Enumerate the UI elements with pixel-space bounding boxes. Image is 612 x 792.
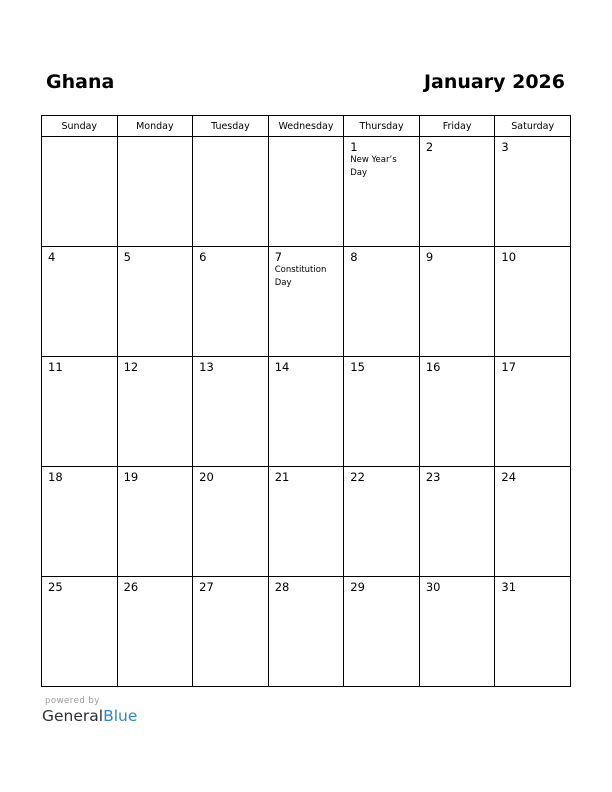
day-cell bbox=[193, 357, 269, 467]
day-number: 8 bbox=[350, 250, 358, 264]
day-cell bbox=[268, 357, 344, 467]
day-number: 1 bbox=[350, 140, 358, 154]
day-cell bbox=[117, 577, 193, 687]
day-cell bbox=[495, 577, 571, 687]
day-cell bbox=[344, 357, 420, 467]
day-cell bbox=[268, 577, 344, 687]
day-number: 19 bbox=[123, 470, 139, 484]
day-cell bbox=[42, 247, 118, 357]
day-cell bbox=[117, 247, 193, 357]
day-cell bbox=[193, 467, 269, 577]
weekday-wednesday: Wednesday bbox=[268, 116, 344, 137]
day-cell bbox=[419, 357, 495, 467]
brand-blue-text: Blue bbox=[103, 707, 138, 725]
day-number: 22 bbox=[350, 470, 365, 484]
day-cell bbox=[42, 577, 118, 687]
day-number: 21 bbox=[274, 470, 290, 484]
day-number: 10 bbox=[501, 250, 517, 264]
country-title: Ghana bbox=[46, 71, 115, 93]
day-cell bbox=[419, 247, 495, 357]
day-cell bbox=[268, 467, 344, 577]
weekday-monday: Monday bbox=[117, 116, 193, 137]
week-row bbox=[42, 577, 571, 687]
day-number bbox=[118, 137, 193, 140]
footer-branding bbox=[42, 696, 137, 725]
day-cell bbox=[419, 467, 495, 577]
day-cell bbox=[419, 137, 495, 247]
day-cell bbox=[117, 467, 193, 577]
week-row bbox=[42, 467, 571, 577]
day-number: 6 bbox=[199, 250, 207, 264]
day-number: 3 bbox=[501, 140, 509, 154]
holiday-label: New Year’s Day bbox=[350, 155, 397, 178]
day-cell bbox=[495, 357, 571, 467]
day-cell bbox=[42, 357, 118, 467]
generalblue-logo bbox=[42, 707, 137, 725]
day-number: 13 bbox=[199, 360, 214, 374]
day-number: 31 bbox=[501, 580, 517, 594]
day-number: 2 bbox=[425, 140, 434, 154]
week-row bbox=[42, 357, 571, 467]
day-cell bbox=[193, 137, 269, 247]
day-number: 27 bbox=[199, 580, 214, 594]
day-cell bbox=[419, 577, 495, 687]
day-number: 12 bbox=[123, 360, 139, 374]
day-cell bbox=[117, 137, 193, 247]
day-number: 5 bbox=[123, 250, 131, 264]
weekday-thursday: Thursday bbox=[344, 116, 420, 137]
day-number: 20 bbox=[199, 470, 214, 484]
weekday-header-row bbox=[42, 116, 571, 137]
day-number bbox=[193, 137, 268, 140]
day-cell bbox=[344, 137, 420, 247]
day-number: 9 bbox=[425, 250, 434, 264]
day-cell bbox=[495, 467, 571, 577]
day-cell bbox=[344, 577, 420, 687]
day-number: 24 bbox=[501, 470, 517, 484]
day-cell bbox=[344, 467, 420, 577]
day-number: 11 bbox=[48, 360, 63, 374]
day-number: 16 bbox=[425, 360, 441, 374]
day-cell bbox=[193, 577, 269, 687]
day-number bbox=[269, 137, 344, 140]
day-number: 26 bbox=[123, 580, 139, 594]
weekday-sunday: Sunday bbox=[42, 116, 118, 137]
day-cell bbox=[344, 247, 420, 357]
powered-by-label: powered by bbox=[45, 696, 100, 706]
day-cell bbox=[117, 357, 193, 467]
day-cell bbox=[495, 247, 571, 357]
day-cell bbox=[495, 137, 571, 247]
day-number: 15 bbox=[350, 360, 365, 374]
month-year-title: January 2026 bbox=[423, 71, 565, 93]
week-row bbox=[42, 137, 571, 247]
day-number: 28 bbox=[274, 580, 290, 594]
day-cell bbox=[268, 137, 344, 247]
day-number: 17 bbox=[501, 360, 517, 374]
day-number: 30 bbox=[425, 580, 441, 594]
day-cell bbox=[42, 137, 118, 247]
day-cell bbox=[42, 467, 118, 577]
day-number bbox=[42, 137, 117, 140]
weekday-friday: Friday bbox=[419, 116, 495, 137]
day-number: 4 bbox=[48, 250, 56, 264]
day-cell bbox=[268, 247, 344, 357]
day-number: 18 bbox=[48, 470, 63, 484]
calendar-grid bbox=[41, 115, 571, 687]
holiday-label: Constitution Day bbox=[274, 265, 327, 288]
day-number: 7 bbox=[274, 250, 283, 264]
day-number: 23 bbox=[425, 470, 441, 484]
day-number: 25 bbox=[48, 580, 63, 594]
week-row bbox=[42, 247, 571, 357]
weekday-tuesday: Tuesday bbox=[193, 116, 269, 137]
day-number: 29 bbox=[350, 580, 365, 594]
brand-general-text: General bbox=[42, 707, 104, 725]
day-number: 14 bbox=[274, 360, 290, 374]
day-cell bbox=[193, 247, 269, 357]
weekday-saturday: Saturday bbox=[495, 116, 571, 137]
